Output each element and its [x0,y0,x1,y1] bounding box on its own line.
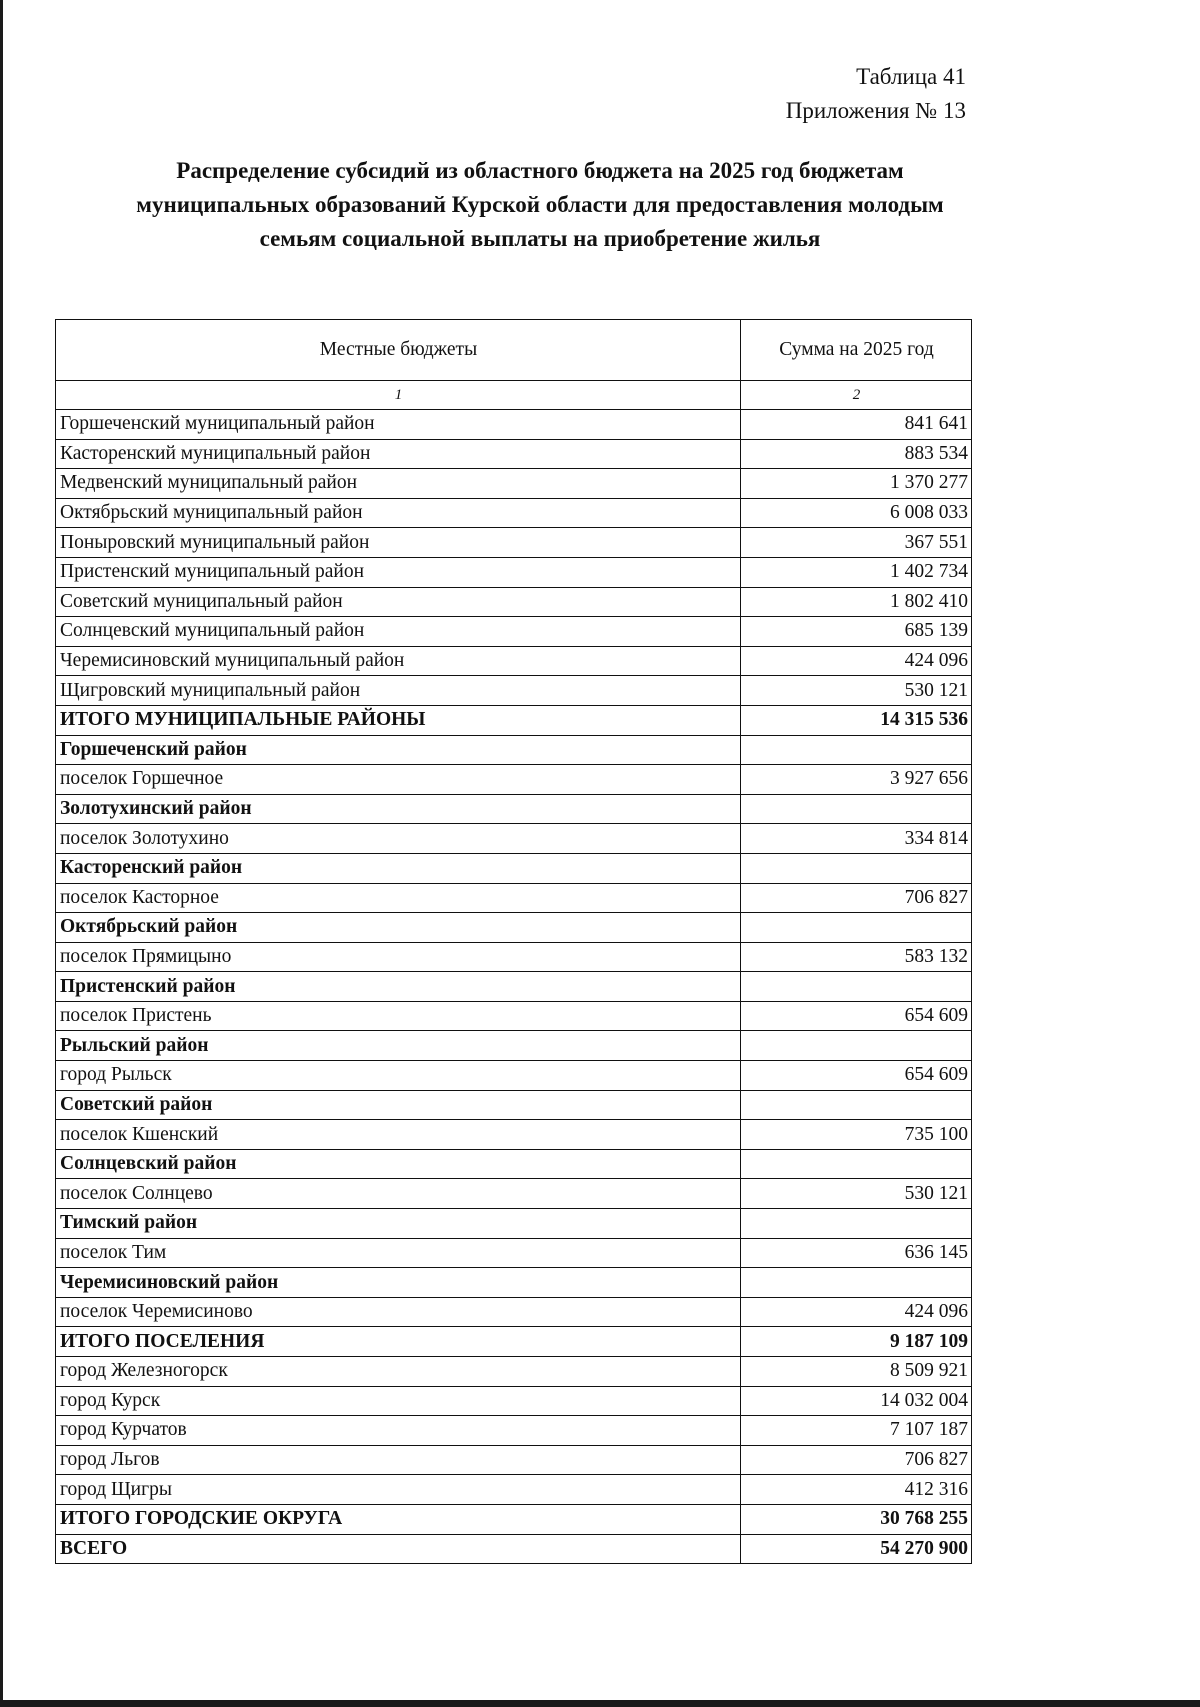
table-row [56,1238,972,1268]
amount-cell: 706 827 [741,1445,972,1475]
amount-cell [741,1149,972,1179]
amount-cell: 54 270 900 [741,1534,972,1564]
amount-cell [741,913,972,943]
column-header-amount: Сумма на 2025 год [741,320,972,381]
budget-name-cell: Касторенский район [56,853,741,883]
table-row [56,646,972,676]
table-row [56,676,972,706]
amount-cell: 334 814 [741,824,972,854]
table-row [56,942,972,972]
budget-name-cell: город Рыльск [56,1061,741,1091]
title-line: Распределение субсидий из областного бюджета на 2025 год бюджетам [176,158,904,183]
table-row [56,1386,972,1416]
group-header-row [56,735,972,765]
budget-name-cell: поселок Черемисиново [56,1297,741,1327]
budget-name-cell: поселок Кшенский [56,1120,741,1150]
appendix-reference [786,60,966,128]
budget-name-cell: ИТОГО ГОРОДСКИЕ ОКРУГА [56,1504,741,1534]
group-header-row [56,972,972,1002]
group-header-row [56,1031,972,1061]
budget-name-cell: ИТОГО МУНИЦИПАЛЬНЫЕ РАЙОНЫ [56,705,741,735]
budget-name-cell: Поныровский муниципальный район [56,528,741,558]
budget-name-cell: поселок Горшечное [56,765,741,795]
subsidy-table [55,319,972,1564]
title-line: муниципальных образований Курской области для предоставления молодым [136,192,944,217]
amount-cell: 14 032 004 [741,1386,972,1416]
scan-edge-bottom [0,1700,1200,1707]
table-row [56,1445,972,1475]
table-row [56,1179,972,1209]
total-row [56,1327,972,1357]
amount-cell: 530 121 [741,1179,972,1209]
amount-cell: 424 096 [741,646,972,676]
budget-name-cell: Пристенский район [56,972,741,1002]
amount-cell: 636 145 [741,1238,972,1268]
column-header-budgets: Местные бюджеты [56,320,741,381]
budget-name-cell: Рыльский район [56,1031,741,1061]
document-title [40,154,1040,256]
budget-name-cell: город Льгов [56,1445,741,1475]
table-row [56,1357,972,1387]
amount-cell [741,1090,972,1120]
table-row [56,1001,972,1031]
amount-cell: 735 100 [741,1120,972,1150]
table-row [56,1297,972,1327]
amount-cell [741,1031,972,1061]
budget-name-cell: Черемисиновский район [56,1268,741,1298]
amount-cell: 1 370 277 [741,469,972,499]
amount-cell [741,1209,972,1239]
table-row [56,498,972,528]
amount-cell: 654 609 [741,1001,972,1031]
table-header-row [56,320,972,381]
column-number: 2 [741,381,972,410]
budget-name-cell: Октябрьский муниципальный район [56,498,741,528]
budget-name-cell: поселок Прямицыно [56,942,741,972]
amount-cell: 841 641 [741,410,972,440]
group-header-row [56,1268,972,1298]
group-header-row [56,1090,972,1120]
amount-cell: 14 315 536 [741,705,972,735]
budget-name-cell: Солнцевский район [56,1149,741,1179]
amount-cell: 424 096 [741,1297,972,1327]
table-row [56,469,972,499]
budget-name-cell: поселок Касторное [56,883,741,913]
budget-name-cell: Октябрьский район [56,913,741,943]
total-row [56,705,972,735]
budget-name-cell: Тимский район [56,1209,741,1239]
budget-name-cell: Касторенский муниципальный район [56,439,741,469]
table-body [56,410,972,1564]
amount-cell: 1 402 734 [741,557,972,587]
amount-cell: 1 802 410 [741,587,972,617]
table-row [56,587,972,617]
budget-name-cell: Советский муниципальный район [56,587,741,617]
table-row [56,410,972,440]
amount-cell [741,794,972,824]
budget-name-cell: поселок Пристень [56,1001,741,1031]
table-number: Таблица 41 [856,64,966,89]
amount-cell [741,1268,972,1298]
table-row [56,1475,972,1505]
amount-cell: 685 139 [741,617,972,647]
scan-edge-left [0,0,3,1707]
amount-cell: 583 132 [741,942,972,972]
budget-name-cell: поселок Тим [56,1238,741,1268]
table-row [56,528,972,558]
total-row [56,1504,972,1534]
title-line: семьям социальной выплаты на приобретение жилья [259,226,821,251]
amount-cell: 8 509 921 [741,1357,972,1387]
amount-cell [741,735,972,765]
total-row [56,1534,972,1564]
group-header-row [56,913,972,943]
appendix-number: Приложения № 13 [785,98,966,123]
amount-cell: 7 107 187 [741,1416,972,1446]
budget-name-cell: город Курчатов [56,1416,741,1446]
amount-cell [741,972,972,1002]
group-header-row [56,794,972,824]
amount-cell: 530 121 [741,676,972,706]
budget-name-cell: поселок Золотухино [56,824,741,854]
table-row [56,765,972,795]
budget-name-cell: город Железногорск [56,1357,741,1387]
budget-name-cell: ВСЕГО [56,1534,741,1564]
column-number-row [56,381,972,410]
budget-name-cell: город Щигры [56,1475,741,1505]
amount-cell: 367 551 [741,528,972,558]
table-row [56,557,972,587]
budget-name-cell: Советский район [56,1090,741,1120]
table-row [56,883,972,913]
amount-cell: 654 609 [741,1061,972,1091]
budget-name-cell: Пристенский муниципальный район [56,557,741,587]
table-row [56,439,972,469]
table-row [56,1416,972,1446]
table-row [56,824,972,854]
group-header-row [56,853,972,883]
budget-name-cell: Золотухинский район [56,794,741,824]
table-row [56,1061,972,1091]
amount-cell: 6 008 033 [741,498,972,528]
column-number: 1 [56,381,741,410]
table-row [56,617,972,647]
budget-name-cell: Горшеченский район [56,735,741,765]
amount-cell: 412 316 [741,1475,972,1505]
amount-cell: 3 927 656 [741,765,972,795]
budget-name-cell: ИТОГО ПОСЕЛЕНИЯ [56,1327,741,1357]
budget-name-cell: Солнцевский муниципальный район [56,617,741,647]
amount-cell: 706 827 [741,883,972,913]
amount-cell: 30 768 255 [741,1504,972,1534]
budget-name-cell: Черемисиновский муниципальный район [56,646,741,676]
budget-name-cell: Щигровский муниципальный район [56,676,741,706]
budget-name-cell: поселок Солнцево [56,1179,741,1209]
group-header-row [56,1209,972,1239]
amount-cell: 883 534 [741,439,972,469]
group-header-row [56,1149,972,1179]
amount-cell [741,853,972,883]
amount-cell: 9 187 109 [741,1327,972,1357]
table-row [56,1120,972,1150]
budget-name-cell: город Курск [56,1386,741,1416]
budget-name-cell: Медвенский муниципальный район [56,469,741,499]
budget-name-cell: Горшеченский муниципальный район [56,410,741,440]
